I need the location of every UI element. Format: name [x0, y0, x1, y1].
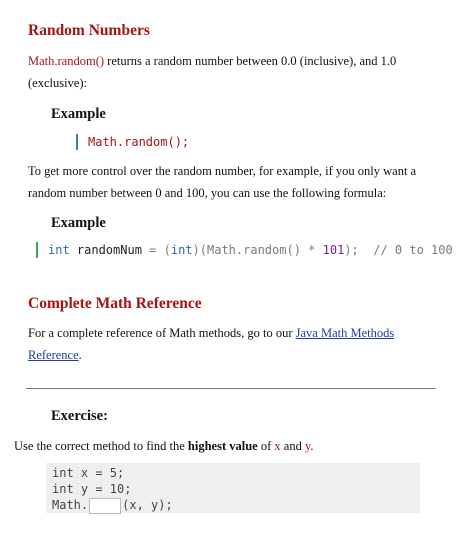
code-eq: =	[149, 243, 157, 257]
exercise-var-y: y	[304, 439, 311, 453]
intro-text: returns a random number between 0.0 (inclusive), and 1.0 (exclusive):	[28, 54, 397, 90]
section-title-random-numbers: Random Numbers	[28, 22, 150, 39]
reference-paragraph	[28, 322, 428, 366]
example-code-2	[36, 242, 453, 258]
section-title-math-reference: Complete Math Reference	[28, 295, 202, 312]
example-heading-1: Example	[51, 106, 106, 122]
exercise-answer-input[interactable]	[89, 498, 121, 514]
example-code-1	[76, 134, 189, 150]
exercise-prompt-bold: highest value	[187, 439, 258, 453]
java-math-methods-link[interactable]: Java Math Methods Reference	[28, 326, 395, 362]
reference-period: .	[78, 348, 82, 362]
code-mul: *	[300, 243, 323, 257]
exercise-prompt: Use the correct method to find the highest value of x and y.	[14, 439, 314, 453]
exercise-code-box	[46, 463, 420, 513]
code-accent-bar	[76, 134, 78, 150]
code-var: randomNum	[69, 243, 150, 257]
exercise-var-x: x	[274, 439, 281, 453]
code-keyword-int: int	[48, 243, 70, 257]
intro-code-inline: Math.random()	[28, 54, 105, 68]
exercise-code-line-3: Math. (x, y);	[52, 498, 173, 512]
example-code-1-text: Math.random();	[88, 135, 190, 149]
code-end: );	[344, 243, 359, 257]
exercise-heading: Exercise:	[51, 408, 108, 424]
exercise-code-line-2: int y = 10;	[52, 482, 132, 496]
paragraph-random-range: To get more control over the random number, for example, if you only want a random number between 0 and 100, you can use the following formula:	[28, 164, 417, 200]
intro-paragraph	[28, 50, 418, 94]
code-comment: // 0 to 100	[358, 243, 453, 257]
code-open: (	[156, 243, 171, 257]
code-number: 101	[322, 243, 345, 257]
code-cast-int: int	[170, 243, 193, 257]
exercise-code-line-1: int x = 5;	[52, 466, 125, 480]
code-call: (Math.random()	[199, 243, 301, 257]
reference-text: For a complete reference of Math methods, go to our	[28, 326, 296, 340]
divider	[26, 388, 436, 389]
code-accent-bar	[36, 242, 38, 258]
example-heading-2: Example	[51, 215, 106, 231]
code-close-cast: )	[192, 243, 200, 257]
